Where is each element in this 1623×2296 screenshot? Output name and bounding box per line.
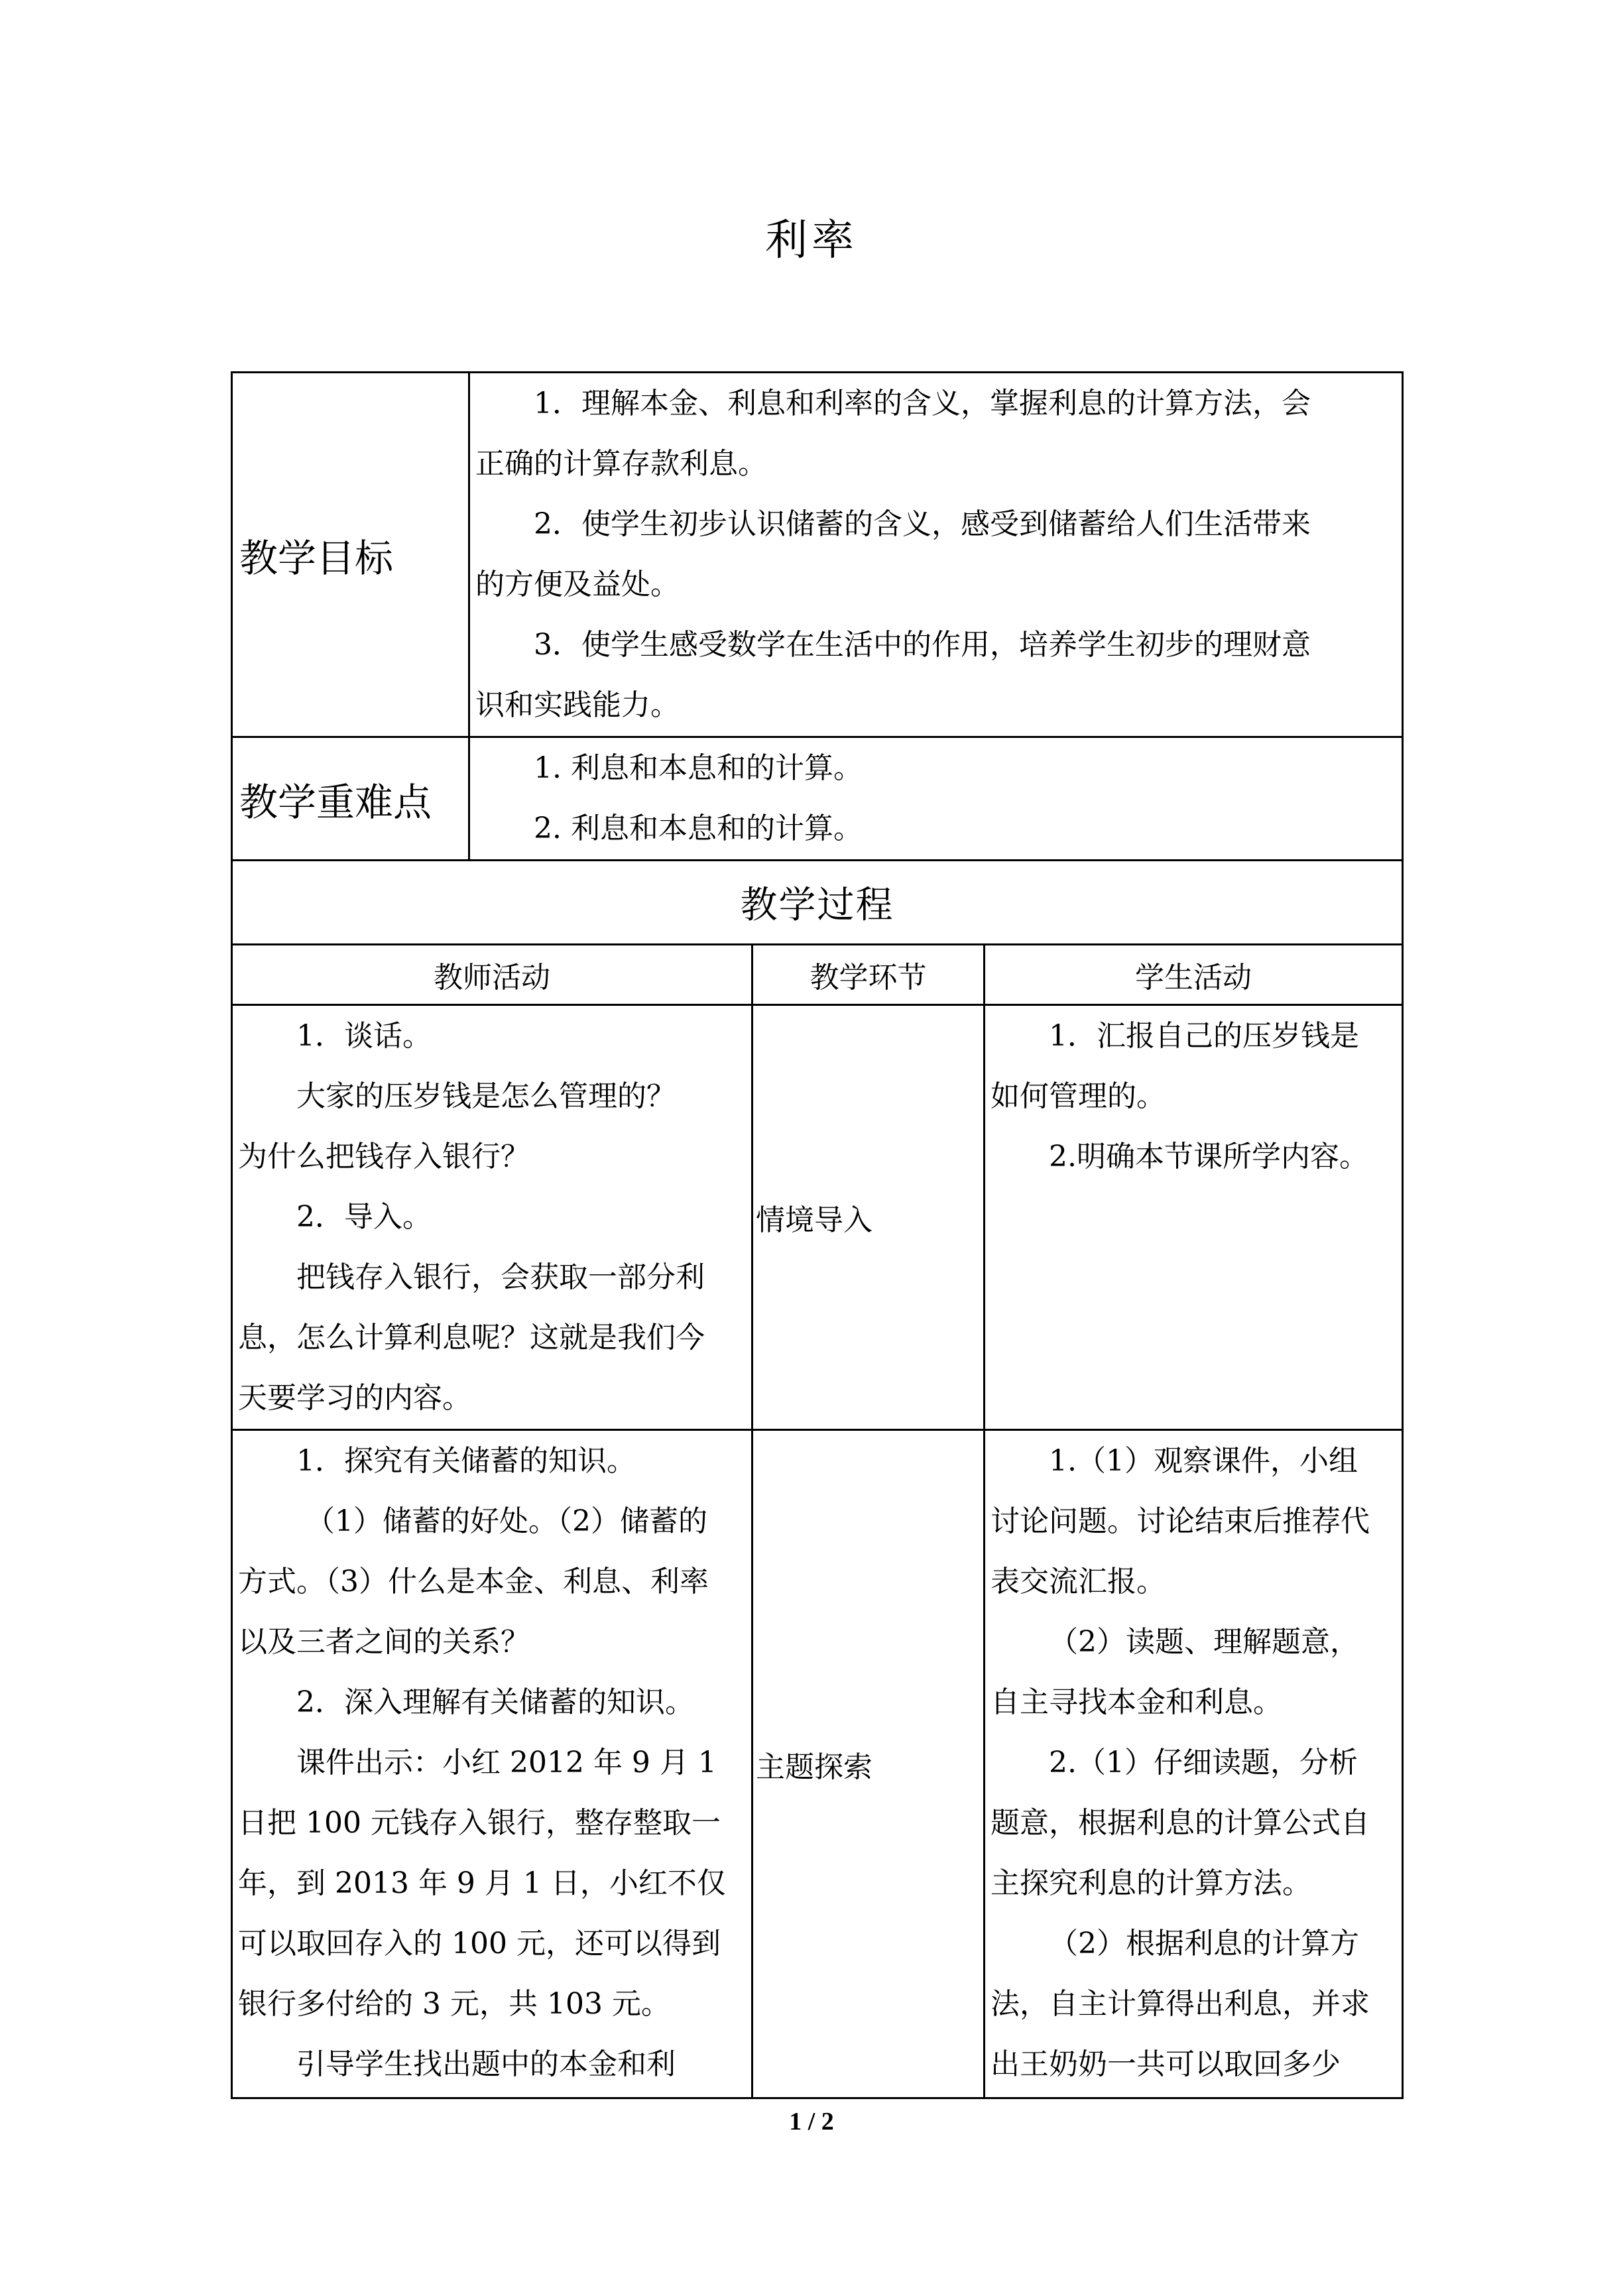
key-point-line: 2. 利息和本息和的计算。 [534, 812, 863, 845]
student-line: 表交流汇报。 [991, 1565, 1166, 1599]
process-heading-row [232, 861, 1403, 945]
teacher-line: 1．谈话。 [296, 1019, 432, 1053]
process-heading: 教学过程 [232, 861, 1403, 945]
stage-cell: 主题探索 [752, 1430, 985, 2098]
student-line: 1.（1）观察课件，小组 [1049, 1444, 1358, 1478]
student-line: 1．汇报自己的压岁钱是 [1049, 1019, 1359, 1053]
teacher-line: 2．深入理解有关储蓄的知识。 [296, 1685, 694, 1719]
objective-line: 正确的计算存款利息。 [475, 447, 767, 481]
student-activity-cell [985, 1430, 1403, 2098]
column-header-student: 学生活动 [985, 945, 1403, 1005]
teacher-line: （1）储蓄的好处。（2）储蓄的 [306, 1504, 707, 1538]
teacher-line: 天要学习的内容。 [238, 1381, 471, 1415]
objective-line: 2．使学生初步认识储蓄的含义，感受到储蓄给人们生活带来 [534, 507, 1311, 541]
student-line: 法，自主计算得出利息，并求 [991, 1987, 1370, 2021]
page-number: 1 / 2 [789, 2108, 834, 2136]
student-line: （2）根据利息的计算方 [1049, 1927, 1359, 1961]
teacher-line: 银行多付给的 3 元，共 103 元。 [238, 1987, 670, 2021]
teacher-line: 引导学生找出题中的本金和利 [296, 2047, 676, 2081]
teacher-line: 大家的压岁钱是怎么管理的？ [296, 1079, 676, 1113]
stage-cell: 情境导入 [752, 1005, 985, 1430]
column-header-row [232, 945, 1403, 1005]
objectives-row [232, 373, 1403, 737]
teacher-line: 可以取回存入的 100 元，还可以得到 [238, 1927, 721, 1961]
teacher-line: 年，到 2013 年 9 月 1 日，小红不仅 [238, 1866, 726, 1900]
teacher-line: 1．探究有关储蓄的知识。 [296, 1444, 636, 1478]
objective-line: 的方便及益处。 [475, 568, 680, 601]
objective-line: 3．使学生感受数学在生活中的作用，培养学生初步的理财意 [534, 628, 1311, 662]
student-line: 如何管理的。 [991, 1079, 1166, 1113]
student-line: （2）读题、理解题意， [1049, 1625, 1359, 1659]
teacher-activity-cell [232, 1005, 752, 1430]
teacher-line: 息，怎么计算利息呢？这就是我们今 [238, 1321, 705, 1355]
student-line: 讨论问题。讨论结束后推荐代 [991, 1504, 1370, 1538]
student-line: 2.明确本节课所学内容。 [1049, 1140, 1368, 1174]
key-points-row [232, 737, 1403, 861]
objectives-label: 教学目标 [232, 373, 469, 737]
student-line: 出王奶奶一共可以取回多少 [991, 2047, 1341, 2081]
key-point-line: 1. 利息和本息和的计算。 [534, 751, 863, 785]
teacher-line: 为什么把钱存入银行？ [238, 1140, 530, 1174]
teacher-activity-cell [232, 1430, 752, 2098]
teacher-line: 以及三者之间的关系？ [238, 1625, 530, 1659]
teacher-line: 日把 100 元钱存入银行，整存整取一 [238, 1806, 721, 1840]
objectives-content [469, 373, 1403, 737]
document-title: 利率 [765, 216, 858, 265]
key-points-content [469, 737, 1403, 861]
table-row [232, 1430, 1403, 2098]
objective-line: 识和实践能力。 [475, 688, 680, 722]
column-header-stage: 教学环节 [752, 945, 985, 1005]
student-activity-cell [985, 1005, 1403, 1430]
lesson-plan-table [231, 371, 1404, 2099]
teacher-line: 把钱存入银行，会获取一部分利 [296, 1260, 705, 1294]
student-line: 自主寻找本金和利息。 [991, 1685, 1282, 1719]
objective-line: 1．理解本金、利息和利率的含义，掌握利息的计算方法，会 [534, 387, 1311, 420]
column-header-teacher: 教师活动 [232, 945, 752, 1005]
table-row [232, 1005, 1403, 1430]
key-points-label: 教学重难点 [232, 737, 469, 861]
teacher-line: 2．导入。 [296, 1200, 432, 1234]
teacher-line: 方式。（3）什么是本金、利息、利率 [238, 1565, 709, 1599]
teacher-line: 课件出示：小红 2012 年 9 月 1 [296, 1746, 717, 1780]
student-line: 主探究利息的计算方法。 [991, 1866, 1311, 1900]
student-line: 2.（1）仔细读题，分析 [1049, 1746, 1358, 1780]
student-line: 题意，根据利息的计算公式自 [991, 1806, 1370, 1840]
